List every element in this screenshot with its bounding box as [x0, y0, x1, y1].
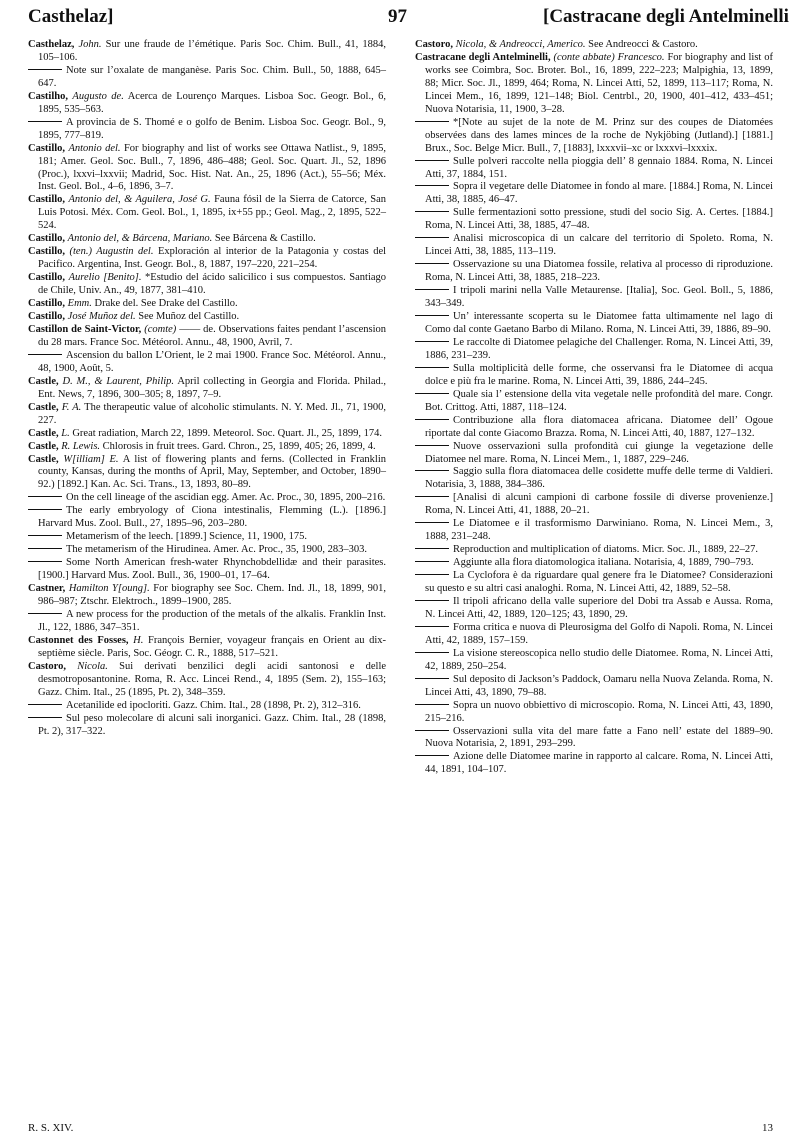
- ditto-rule: [415, 237, 449, 238]
- entry-text: The early embryology of Ciona intestinalis, Flemming (L.). [1896.] Harvard Mus. Zool. Bull., 27, 1895–96, 203–280.: [38, 505, 386, 530]
- bibliography-entry: [415, 363, 773, 389]
- entry-author: Castillo,: [28, 233, 66, 245]
- entry-text: For biography see Soc. Chem. Ind. Jl., 18, 1899, 901, 986–987; Ztschr. Elektroch., 1899–1900, 285.: [38, 583, 387, 607]
- ditto-rule: [28, 548, 62, 549]
- bibliography-entry: [28, 635, 386, 661]
- entry-given-name: F. A.: [61, 401, 82, 413]
- entry-text: Reproduction and multiplication of diatoms. Micr. Soc. Jl., 1889, 22–27.: [453, 544, 759, 556]
- entry-text: A list of flowering plants and ferns. (Collected in Franklin county, Kansas, during the months of April, May, September, and October, 1890–92.) [1892.] Kan. Ac. Sci. Trans., 13, 1893, 80–89.: [38, 453, 386, 491]
- bibliography-entry: [415, 181, 773, 207]
- entry-author: Castner,: [28, 583, 66, 595]
- entry-text: Osservazione su una Diatomea fossile, relativa al processo di riproduzione. Roma, N. Lincei Atti, 38, 1885, 218–223.: [425, 259, 773, 284]
- entry-given-name: H.: [133, 634, 144, 646]
- bibliography-entry: [28, 324, 386, 350]
- left-column: [28, 39, 386, 738]
- bibliography-entry: [415, 570, 773, 596]
- bibliography-entry: [28, 713, 386, 739]
- ditto-rule: [28, 535, 62, 536]
- entry-text: I tripoli marini nella Valle Metaurense. [Italia], Soc. Geol. Boll., 5, 1886, 343–349.: [425, 285, 773, 310]
- entry-author: Castracane degli Antelminelli,: [415, 51, 551, 63]
- ditto-rule: [415, 678, 449, 679]
- ditto-rule: [28, 496, 62, 497]
- ditto-rule: [28, 354, 62, 355]
- entry-text: Aggiunte alla flora diatomologica italiana. Notarisia, 4, 1889, 790–793.: [453, 557, 754, 569]
- bibliography-entry: [415, 648, 773, 674]
- entry-text: La visione stereoscopica nello studio delle Diatomee. Roma, N. Lincei Atti, 42, 1889, 250–254.: [425, 647, 773, 672]
- ditto-rule: [415, 263, 449, 264]
- bibliography-entry: [415, 415, 773, 441]
- entry-given-name: Nicola.: [77, 660, 108, 672]
- entry-text: Chlorosis in fruit trees. Gard. Chron., 25, 1899, 405; 26, 1899, 4.: [102, 440, 376, 452]
- entry-given-name: Emm.: [67, 298, 92, 310]
- ditto-rule: [28, 704, 62, 705]
- entry-given-name: D. M., & Laurent, Philip.: [62, 375, 175, 387]
- ditto-rule: [28, 509, 62, 510]
- entry-author: Castilho,: [28, 90, 68, 102]
- entry-text: Le raccolte di Diatomee pelagiche del Challenger. Roma, N. Lincei Atti, 39, 1886, 231–239.: [425, 336, 773, 361]
- bibliography-entry: [415, 441, 773, 467]
- entry-author: Castillo,: [28, 298, 66, 310]
- entry-text: The metamerism of the Hirudinea. Amer. Ac. Proc., 35, 1900, 283–303.: [66, 544, 367, 556]
- entry-text: Quale sia l’ estensione della vita vegetale nelle profondità del mare. Congr. Bot. Crittog. Atti, 1887, 118–124.: [425, 388, 773, 413]
- entry-author: Casthelaz,: [28, 39, 75, 50]
- gathering-number: 13: [762, 1122, 773, 1134]
- bibliography-entry: [415, 389, 773, 415]
- entry-text: April collecting in Georgia and Florida. Philad., Ent. News, 7, 1896, 300–305; 8, 1897, 7–9.: [38, 375, 387, 400]
- entry-text: Sur une fraude de l’émétique. Paris Soc. Chim. Bull., 41, 1884, 105–106.: [38, 39, 387, 63]
- bibliography-entry: [28, 39, 386, 65]
- bibliography-entry: [415, 39, 773, 52]
- entry-given-name: Antonio del, & Bárcena, Mariano.: [67, 233, 213, 245]
- bibliography-entry: [28, 428, 386, 441]
- entry-author: Castillon de Saint-Victor,: [28, 323, 142, 335]
- entry-given-name: R. Lewis.: [61, 440, 101, 452]
- entry-author: Castle,: [28, 375, 59, 387]
- entry-text: Contribuzione alla flora diatomacea africana. Diatomee dell’ Ogoue riportate dal conte Giacomo Brazza. Roma, N. Lincei Atti, 40, 1887, 127–132.: [425, 414, 773, 439]
- entry-text: La Cyclofora è da riguardare qual genere fra le Diatomee? Considerazioni su questo e su altri casi analoghi. Roma, N. Lincei Atti, 42, 1889, 52–58.: [425, 570, 773, 595]
- bibliography-entry: [28, 661, 386, 700]
- bibliography-entry: [28, 609, 386, 635]
- entry-author: Castle,: [28, 453, 59, 465]
- bibliography-entry: [415, 674, 773, 700]
- bibliography-entry: [415, 726, 773, 752]
- ditto-rule: [415, 522, 449, 523]
- bibliography-entry: [415, 518, 773, 544]
- entry-text: Drake del. See Drake del Castillo.: [94, 298, 238, 310]
- entry-text: Sopra il vegetare delle Diatomee in fondo al mare. [1884.] Roma, N. Lincei Atti, 38, 1885, 46–47.: [425, 181, 773, 206]
- entry-author: Castillo,: [28, 142, 66, 154]
- bibliography-entry: [28, 143, 386, 195]
- entry-given-name: Aurelio [Benito].: [68, 272, 142, 284]
- entry-text: Sulla moltiplicità delle forme, che osservansi fra le Diatomee di acqua dolce e più fra le marine. Roma, N. Lincei Atti, 39, 1886, 244–245.: [425, 362, 773, 387]
- entry-text: Analisi microscopica di un calcare del territorio di Spoleto. Roma, N. Lincei Atti, 38, 1885, 113–119.: [425, 233, 773, 258]
- entry-given-name: (conte abbate) Francesco.: [553, 51, 665, 63]
- entry-text: Sopra un nuovo obbiettivo di microscopio. Roma, N. Lincei Atti, 43, 1890, 215–216.: [425, 699, 773, 724]
- ditto-rule: [415, 211, 449, 212]
- entry-given-name: (ten.) Augustin del.: [69, 246, 154, 258]
- ditto-rule: [415, 574, 449, 575]
- bibliography-entry: [28, 194, 386, 233]
- entry-text: Osservazioni sulla vita del mare fatte a Fano nell’ estate del 1889–90. Nuova Notarisia, 2, 1891, 293–299.: [425, 725, 773, 750]
- entry-given-name: Augusto de.: [72, 90, 124, 102]
- entry-text: Nuove osservazioni sulla profondità cui giunge la vegetazione delle Diatomee nel mare. Roma, N. Lincei Mem., 1, 1887, 229–246.: [425, 440, 773, 465]
- entry-text: Le Diatomee e il trasformismo Darwiniano. Roma, N. Lincei Mem., 3, 1888, 231–248.: [425, 518, 773, 543]
- bibliography-entry: [28, 454, 386, 493]
- bibliography-entry: [28, 298, 386, 311]
- bibliography-entry: [28, 583, 386, 609]
- ditto-rule: [415, 561, 449, 562]
- bibliography-entry: [28, 350, 386, 376]
- entry-author: Castillo,: [28, 194, 66, 206]
- entry-author: Castillo,: [28, 246, 66, 258]
- entry-author: Castoro,: [415, 39, 454, 50]
- entry-text: Note sur l’oxalate de manganèse. Paris Soc. Chim. Bull., 50, 1888, 645–647.: [38, 64, 386, 89]
- entry-text: [Analisi di alcuni campioni di carbone fossile di diverse provenienze.] Roma, N. Lincei Atti, 41, 1888, 20–21.: [425, 492, 773, 517]
- bibliography-entry: [28, 311, 386, 324]
- entry-text: —— de. Observations faites pendant l’ascension du 28 mars. France Soc. Météorol. Annu., 48, 1900, Avril, 7.: [38, 323, 387, 348]
- bibliography-entry: [415, 259, 773, 285]
- entry-text: A new process for the production of the metals of the alkalis. Franklin Inst. Jl., 122, 1886, 347–351.: [38, 608, 386, 633]
- entry-text: Azione delle Diatomee marine in rapporto al calcare. Roma, N. Lincei Atti, 44, 1891, 104–107.: [425, 751, 773, 776]
- entry-given-name: L.: [61, 427, 70, 439]
- bibliography-entry: [415, 285, 773, 311]
- ditto-rule: [415, 600, 449, 601]
- bibliography-entry: [415, 156, 773, 182]
- entry-text: Metamerism of the leech. [1899.] Science, 11, 1900, 175.: [66, 531, 308, 543]
- bibliography-entry: [415, 337, 773, 363]
- entry-author: Castle,: [28, 440, 59, 452]
- entry-given-name: Antonio del, & Aguilera, José G.: [68, 194, 211, 206]
- ditto-rule: [415, 315, 449, 316]
- entry-text: Fauna fósil de la Sierra de Catorce, San Luis Potosi. Méx. Com. Geol. Bol., 1, 1895, ix+55 pp.; Geol. Mag., 2, 1895, 522–524.: [38, 194, 387, 232]
- entry-text: Sul deposito di Jackson’s Paddock, Oamaru nella Nuova Zelanda. Roma, N. Lincei Atti, 43, 1890, 79–88.: [425, 673, 773, 698]
- ditto-rule: [415, 548, 449, 549]
- bibliography-entry: [415, 700, 773, 726]
- entry-text: A provincia de S. Thomé e o golfo de Benim. Lisboa Soc. Geogr. Bol., 9, 1895, 777–819.: [38, 116, 386, 141]
- entry-text: The therapeutic value of alcoholic stimulants. N. Y. Med. Jl., 71, 1900, 227.: [38, 401, 387, 426]
- ditto-rule: [28, 69, 62, 70]
- entry-text: Great radiation, March 22, 1899. Meteorol. Soc. Quart. Jl., 25, 1899, 174.: [72, 427, 383, 439]
- entry-text: For biography and list of works see Ottawa Natlist., 9, 1895, 181; Amer. Geol. Soc. Bull., 7, 1896, 486–488; Geol. Soc. Quart. Jl., 52, 1896 (Proc.), lxxvi–lxxvii; Madrid, Soc. Hist. Nat. An., 25, 1896 (Act.), 55–56; Méx. Inst. Geol. Bol., 4–6, 1896, 3–7.: [38, 142, 387, 193]
- bibliography-entry: [28, 402, 386, 428]
- ditto-rule: [415, 626, 449, 627]
- bibliography-entry: [28, 505, 386, 531]
- bibliography-entry: [415, 596, 773, 622]
- entry-text: Ascension du ballon L’Orient, le 2 mai 1900. France Soc. Météorol. Annu., 48, 1900, Août, 5.: [38, 349, 386, 374]
- bibliography-entry: [415, 492, 773, 518]
- bibliography-entry: [28, 441, 386, 454]
- ditto-rule: [415, 160, 449, 161]
- entry-author: Castonnet des Fosses,: [28, 634, 129, 646]
- entry-text: Saggio sulla flora diatomacea delle cosidette muffe delle terme di Valdieri. Notarisia, 3, 1888, 384–386.: [425, 466, 773, 491]
- signature-mark: R. S. XIV.: [28, 1122, 74, 1134]
- ditto-rule: [415, 289, 449, 290]
- bibliography-entry: [415, 233, 773, 259]
- entry-text: See Bárcena & Castillo.: [214, 233, 316, 245]
- ditto-rule: [28, 561, 62, 562]
- bibliography-entry: [28, 544, 386, 557]
- ditto-rule: [28, 121, 62, 122]
- ditto-rule: [415, 470, 449, 471]
- bibliography-entry: [415, 52, 773, 117]
- entry-author: Castillo,: [28, 311, 66, 323]
- entry-given-name: José Muñoz del.: [67, 311, 136, 323]
- entry-text: On the cell lineage of the ascidian egg. Amer. Ac. Proc., 30, 1895, 200–216.: [66, 492, 386, 504]
- bibliography-entry: [28, 492, 386, 505]
- entry-text: Exploración al interior de la Patagonia y costas del Pacifico. Argentina, Inst. Geogr. Bol., 8, 1887, 197–220, 221–254.: [38, 246, 387, 271]
- ditto-rule: [415, 496, 449, 497]
- bibliography-entry: [28, 376, 386, 402]
- ditto-rule: [415, 730, 449, 731]
- entry-text: Sui derivati benzilici degli acidi santonosi e delle desmotroposantonine. Roma, R. Acc. Lincei Rend., 4, 1895 (Sem. 2), 155–163; Gazz. Chim. Ital., 25 (1895, Pt. 2), 348–359.: [38, 660, 387, 698]
- entry-text: Sul peso molecolare di alcuni sali inorganici. Gazz. Chim. Ital., 28 (1898, Pt. 2), 317–322.: [38, 712, 386, 737]
- ditto-rule: [415, 419, 449, 420]
- entry-given-name: Antonio del.: [68, 142, 121, 154]
- ditto-rule: [28, 613, 62, 614]
- bibliography-entry: [415, 466, 773, 492]
- ditto-rule: [415, 652, 449, 653]
- entry-given-name: W[illiam] E.: [63, 453, 119, 465]
- bibliography-entry: [415, 207, 773, 233]
- entry-author: Castoro,: [28, 660, 67, 672]
- bibliography-entry: [415, 311, 773, 337]
- bibliography-entry: [28, 557, 386, 583]
- entry-text: See Andreocci & Castoro.: [588, 39, 698, 50]
- bibliography-entry: [28, 531, 386, 544]
- entry-text: For biography and list of works see Coimbra, Soc. Broter. Bol., 16, 1899, 222–223; Malpighia, 13, 1899, 88; Micr. Soc. Jl., 1899, 464; Roma, N. Lincei Atti, 52, 1899, 113–117; Roma, N. Lincei Mem., 16, 1899, 121–148; Biol. Centrbl., 20, 1900, 401–412, 433–451; Nuova Notarisia, 11, 1900, 3–28.: [425, 51, 773, 115]
- bibliography-entry: [28, 272, 386, 298]
- ditto-rule: [415, 341, 449, 342]
- right-column: [415, 39, 773, 777]
- ditto-rule: [28, 717, 62, 718]
- entry-given-name: Nicola, & Andreocci, Americo.: [455, 39, 586, 50]
- entry-given-name: (comte): [144, 323, 177, 335]
- ditto-rule: [415, 393, 449, 394]
- entry-text: Forma critica e nuova di Pleurosigma del Golfo di Napoli. Roma, N. Lincei Atti, 42, 1889, 157–159.: [425, 621, 773, 646]
- entry-author: Castle,: [28, 427, 59, 439]
- bibliography-entry: [28, 117, 386, 143]
- ditto-rule: [415, 121, 449, 122]
- bibliography-entry: [28, 246, 386, 272]
- entry-text: Sulle fermentazioni sotto pressione, studi del socio Sig. A. Certes. [1884.] Roma, N. Lincei Atti, 38, 1885, 47–48.: [425, 207, 773, 232]
- entry-text: Un’ interessante scoperta su le Diatomee fatta ultimamente nel lago di Como dal conte Gaetano Barbo di Milano. Roma, N. Lincei Atti, 39, 1886, 89–90.: [425, 311, 773, 335]
- entry-text: Acetanilide ed ipocloriti. Gazz. Chim. Ital., 28 (1898, Pt. 2), 312–316.: [66, 699, 361, 711]
- bibliography-entry: [415, 751, 773, 777]
- entry-text: See Muñoz del Castillo.: [138, 311, 240, 323]
- bibliography-entry: [28, 91, 386, 117]
- bibliography-entry: [415, 117, 773, 156]
- entry-text: Some North American fresh-water Rhynchobdellidæ and their parasites. [1900.] Harvard Mus. Zool. Bull., 36, 1900–01, 17–64.: [38, 557, 386, 582]
- ditto-rule: [415, 704, 449, 705]
- entry-given-name: John.: [78, 39, 102, 50]
- bibliography-entry: [28, 65, 386, 91]
- ditto-rule: [415, 185, 449, 186]
- bibliography-entry: [415, 622, 773, 648]
- running-head-right: [Castracane degli Antelminelli: [543, 6, 789, 27]
- entry-author: Castle,: [28, 401, 59, 413]
- page-number: 97: [388, 6, 407, 27]
- entry-author: Castillo,: [28, 272, 66, 284]
- bibliography-entry: [28, 700, 386, 713]
- running-head-left: Casthelaz]: [28, 6, 114, 27]
- bibliography-entry: [415, 557, 773, 570]
- entry-given-name: Hamilton Y[oung].: [68, 583, 150, 595]
- ditto-rule: [415, 755, 449, 756]
- ditto-rule: [415, 367, 449, 368]
- entry-text: Il tripoli africano della valle superiore del Dobi tra Assab e Aussa. Roma, N. Lincei Atti, 42, 1889, 120–125; 43, 1890, 29.: [425, 595, 773, 620]
- bibliography-entry: [415, 544, 773, 557]
- entry-text: François Bernier, voyageur français en Orient au dix-septième siècle. Paris, Soc. Géogr. C. R., 1888, 517–521.: [38, 634, 387, 659]
- entry-text: Sulle polveri raccolte nella pioggia dell’ 8 gennaio 1884. Roma, N. Lincei Atti, 37, 1884, 151.: [425, 155, 773, 180]
- entry-text: *[Note au sujet de la note de M. Prinz sur des coupes de Diatomées observées dans des lames minces de la roche de Nykjöbing (Jutland).] [1881.] Brux., Soc. Belge Micr. Bull., 7, [1883], lxxxvii–xc or lxxxvi–lxxxix.: [425, 116, 773, 154]
- entry-text: *Estudio del ácido salicilico i sus compuestos. Santiago de Chile, Univ. An., 49, 1877, 381–410.: [38, 272, 387, 297]
- entry-text: Acerca de Lourenço Marques. Lisboa Soc. Geogr. Bol., 6, 1895, 535–563.: [38, 90, 387, 115]
- ditto-rule: [415, 445, 449, 446]
- bibliography-entry: [28, 233, 386, 246]
